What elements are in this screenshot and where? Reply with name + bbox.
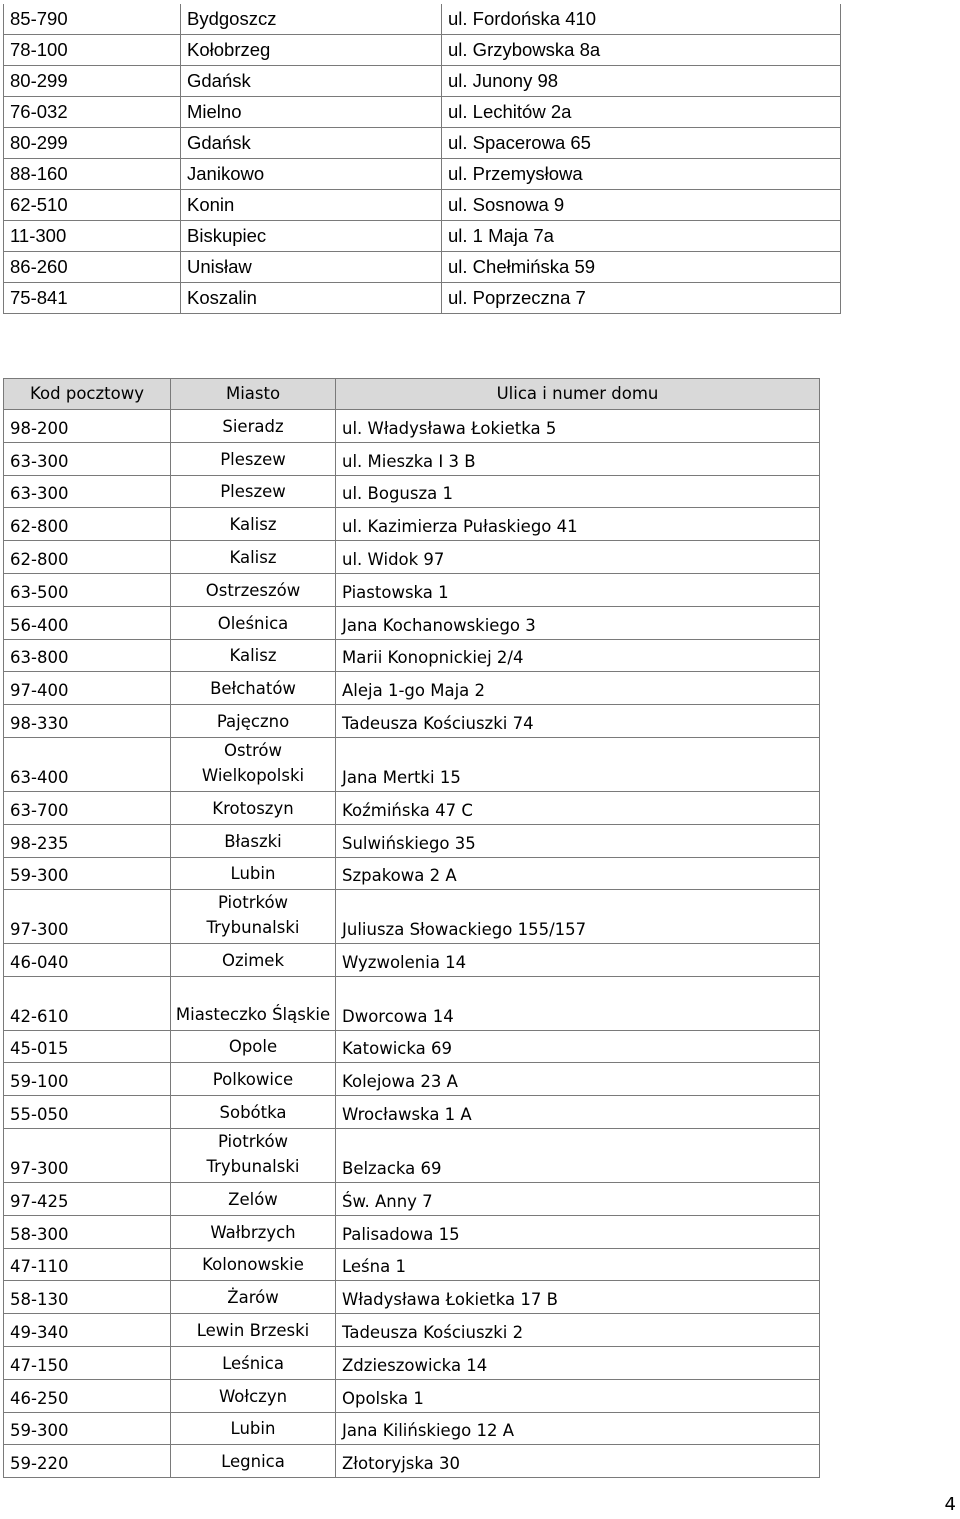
table-row [4, 1281, 820, 1314]
postal-code-cell: 75-841 [4, 283, 181, 314]
street-cell: Opolska 1 [336, 1379, 820, 1412]
table-row [4, 66, 841, 97]
street-cell: Jana Mertki 15 [336, 737, 820, 791]
city-cell: Bełchatów [171, 672, 336, 705]
postal-code-cell: 63-300 [4, 475, 171, 508]
postal-code-cell: 55-050 [4, 1096, 171, 1129]
city-cell: Lubin [171, 857, 336, 890]
street-cell: ul. Junony 98 [442, 66, 841, 97]
table-row [4, 1096, 820, 1129]
table-row [4, 1129, 820, 1183]
city-cell: Pleszew [171, 442, 336, 475]
table-row [4, 410, 820, 443]
street-cell: ul. Bogusza 1 [336, 475, 820, 508]
city-cell: Bydgoszcz [181, 4, 442, 35]
table-row [4, 1314, 820, 1347]
table-row [4, 857, 820, 890]
postal-code-cell: 58-300 [4, 1215, 171, 1248]
postal-code-cell: 45-015 [4, 1030, 171, 1063]
street-cell: ul. Spacerowa 65 [442, 128, 841, 159]
city-cell: Ostrzeszów [171, 573, 336, 606]
street-cell: Wrocławska 1 A [336, 1096, 820, 1129]
city-cell: Opole [171, 1030, 336, 1063]
page-number: 4 [944, 1494, 956, 1515]
street-cell: ul. Mieszka I 3 B [336, 442, 820, 475]
city-cell: Unisław [181, 252, 442, 283]
postal-code-cell: 63-800 [4, 639, 171, 672]
address-table-header [4, 379, 820, 410]
postal-code-cell: 59-220 [4, 1445, 171, 1478]
postal-code-cell: 47-110 [4, 1248, 171, 1281]
postal-code-cell: 63-300 [4, 442, 171, 475]
city-cell: Janikowo [181, 159, 442, 190]
city-cell: Gdańsk [181, 66, 442, 97]
street-cell: Tadeusza Kościuszki 2 [336, 1314, 820, 1347]
street-cell: ul. Sosnowa 9 [442, 190, 841, 221]
street-cell: Tadeusza Kościuszki 74 [336, 705, 820, 738]
street-cell: Juliusza Słowackiego 155/157 [336, 890, 820, 944]
street-cell: Jana Kilińskiego 12 A [336, 1412, 820, 1445]
city-cell: Żarów [171, 1281, 336, 1314]
postal-code-cell: 97-300 [4, 1129, 171, 1183]
street-cell: ul. Poprzeczna 7 [442, 283, 841, 314]
postal-code-cell: 85-790 [4, 4, 181, 35]
table-row [4, 508, 820, 541]
table-row [4, 190, 841, 221]
table-row [4, 4, 841, 35]
postal-code-cell: 59-300 [4, 1412, 171, 1445]
street-cell: ul. Władysława Łokietka 5 [336, 410, 820, 443]
street-cell: Piastowska 1 [336, 573, 820, 606]
table-row [4, 1063, 820, 1096]
city-cell: Miasteczko Śląskie [171, 977, 336, 1031]
street-cell: Wyzwolenia 14 [336, 944, 820, 977]
address-table-main [3, 378, 820, 1478]
table-row [4, 1412, 820, 1445]
postal-code-cell: 97-425 [4, 1183, 171, 1216]
city-cell: Pajęczno [171, 705, 336, 738]
postal-code-cell: 98-330 [4, 705, 171, 738]
table-row [4, 252, 841, 283]
postal-code-cell: 56-400 [4, 606, 171, 639]
table-row [4, 977, 820, 1031]
postal-code-cell: 88-160 [4, 159, 181, 190]
city-cell: Zelów [171, 1183, 336, 1216]
postal-code-cell: 46-040 [4, 944, 171, 977]
postal-code-cell: 59-100 [4, 1063, 171, 1096]
street-cell: Katowicka 69 [336, 1030, 820, 1063]
table-row [4, 159, 841, 190]
postal-code-cell: 76-032 [4, 97, 181, 128]
city-cell: Piotrków Trybunalski [171, 1129, 336, 1183]
postal-code-cell: 11-300 [4, 221, 181, 252]
street-cell: Belzacka 69 [336, 1129, 820, 1183]
street-cell: Marii Konopnickiej 2/4 [336, 639, 820, 672]
city-cell: Sieradz [171, 410, 336, 443]
street-cell: ul. Lechitów 2a [442, 97, 841, 128]
city-cell: Legnica [171, 1445, 336, 1478]
header-postal-code: Kod pocztowy [4, 379, 171, 410]
table-row [4, 283, 841, 314]
city-cell: Kołobrzeg [181, 35, 442, 66]
address-table-top [3, 4, 841, 314]
city-cell: Biskupiec [181, 221, 442, 252]
postal-code-cell: 47-150 [4, 1347, 171, 1380]
city-cell: Konin [181, 190, 442, 221]
city-cell: Gdańsk [181, 128, 442, 159]
header-city: Miasto [171, 379, 336, 410]
header-row [4, 379, 820, 410]
street-cell: ul. Fordońska 410 [442, 4, 841, 35]
city-cell: Oleśnica [171, 606, 336, 639]
street-cell: Dworcowa 14 [336, 977, 820, 1031]
city-cell: Błaszki [171, 824, 336, 857]
table-row [4, 705, 820, 738]
table-row [4, 97, 841, 128]
street-cell: Kolejowa 23 A [336, 1063, 820, 1096]
table-row [4, 824, 820, 857]
postal-code-cell: 42-610 [4, 977, 171, 1031]
postal-code-cell: 98-235 [4, 824, 171, 857]
street-cell: Leśna 1 [336, 1248, 820, 1281]
city-cell: Krotoszyn [171, 791, 336, 824]
street-cell: Szpakowa 2 A [336, 857, 820, 890]
city-cell: Sobótka [171, 1096, 336, 1129]
street-cell: Św. Anny 7 [336, 1183, 820, 1216]
street-cell: ul. Widok 97 [336, 541, 820, 574]
city-cell: Lubin [171, 1412, 336, 1445]
postal-code-cell: 62-510 [4, 190, 181, 221]
table-row [4, 890, 820, 944]
street-cell: ul. Chełmińska 59 [442, 252, 841, 283]
address-table-top-body [4, 4, 841, 314]
city-cell: Leśnica [171, 1347, 336, 1380]
table-row [4, 672, 820, 705]
address-table-main-body [4, 410, 820, 1478]
postal-code-cell: 49-340 [4, 1314, 171, 1347]
postal-code-cell: 86-260 [4, 252, 181, 283]
postal-code-cell: 63-500 [4, 573, 171, 606]
city-cell: Ozimek [171, 944, 336, 977]
city-cell: Piotrków Trybunalski [171, 890, 336, 944]
table-row [4, 1215, 820, 1248]
postal-code-cell: 62-800 [4, 541, 171, 574]
table-row [4, 1347, 820, 1380]
postal-code-cell: 62-800 [4, 508, 171, 541]
table-row [4, 737, 820, 791]
city-cell: Wołczyn [171, 1379, 336, 1412]
table-row [4, 1030, 820, 1063]
table-row [4, 35, 841, 66]
postal-code-cell: 78-100 [4, 35, 181, 66]
street-cell: Koźmińska 47 C [336, 791, 820, 824]
table-row [4, 1379, 820, 1412]
postal-code-cell: 58-130 [4, 1281, 171, 1314]
city-cell: Mielno [181, 97, 442, 128]
postal-code-cell: 97-300 [4, 890, 171, 944]
city-cell: Polkowice [171, 1063, 336, 1096]
city-cell: Kalisz [171, 639, 336, 672]
city-cell: Pleszew [171, 475, 336, 508]
postal-code-cell: 98-200 [4, 410, 171, 443]
city-cell: Koszalin [181, 283, 442, 314]
table-row [4, 606, 820, 639]
header-street: Ulica i numer domu [336, 379, 820, 410]
postal-code-cell: 46-250 [4, 1379, 171, 1412]
street-cell: ul. 1 Maja 7a [442, 221, 841, 252]
city-cell: Wałbrzych [171, 1215, 336, 1248]
postal-code-cell: 80-299 [4, 128, 181, 159]
postal-code-cell: 63-400 [4, 737, 171, 791]
postal-code-cell: 80-299 [4, 66, 181, 97]
table-row [4, 475, 820, 508]
table-row [4, 442, 820, 475]
city-cell: Kalisz [171, 541, 336, 574]
street-cell: ul. Grzybowska 8a [442, 35, 841, 66]
postal-code-cell: 63-700 [4, 791, 171, 824]
table-row [4, 573, 820, 606]
table-row [4, 639, 820, 672]
postal-code-cell: 97-400 [4, 672, 171, 705]
table-row [4, 1183, 820, 1216]
street-cell: Sulwińskiego 35 [336, 824, 820, 857]
city-cell: Lewin Brzeski [171, 1314, 336, 1347]
street-cell: Aleja 1-go Maja 2 [336, 672, 820, 705]
city-cell: Kolonowskie [171, 1248, 336, 1281]
street-cell: ul. Kazimierza Pułaskiego 41 [336, 508, 820, 541]
city-cell: Ostrów Wielkopolski [171, 737, 336, 791]
street-cell: Złotoryjska 30 [336, 1445, 820, 1478]
street-cell: Zdzieszowicka 14 [336, 1347, 820, 1380]
postal-code-cell: 59-300 [4, 857, 171, 890]
table-row [4, 541, 820, 574]
table-row [4, 1248, 820, 1281]
table-row [4, 944, 820, 977]
street-cell: ul. Przemysłowa [442, 159, 841, 190]
street-cell: Jana Kochanowskiego 3 [336, 606, 820, 639]
city-cell: Kalisz [171, 508, 336, 541]
table-row [4, 221, 841, 252]
table-row [4, 128, 841, 159]
table-row [4, 791, 820, 824]
table-row [4, 1445, 820, 1478]
street-cell: Palisadowa 15 [336, 1215, 820, 1248]
street-cell: Władysława Łokietka 17 B [336, 1281, 820, 1314]
